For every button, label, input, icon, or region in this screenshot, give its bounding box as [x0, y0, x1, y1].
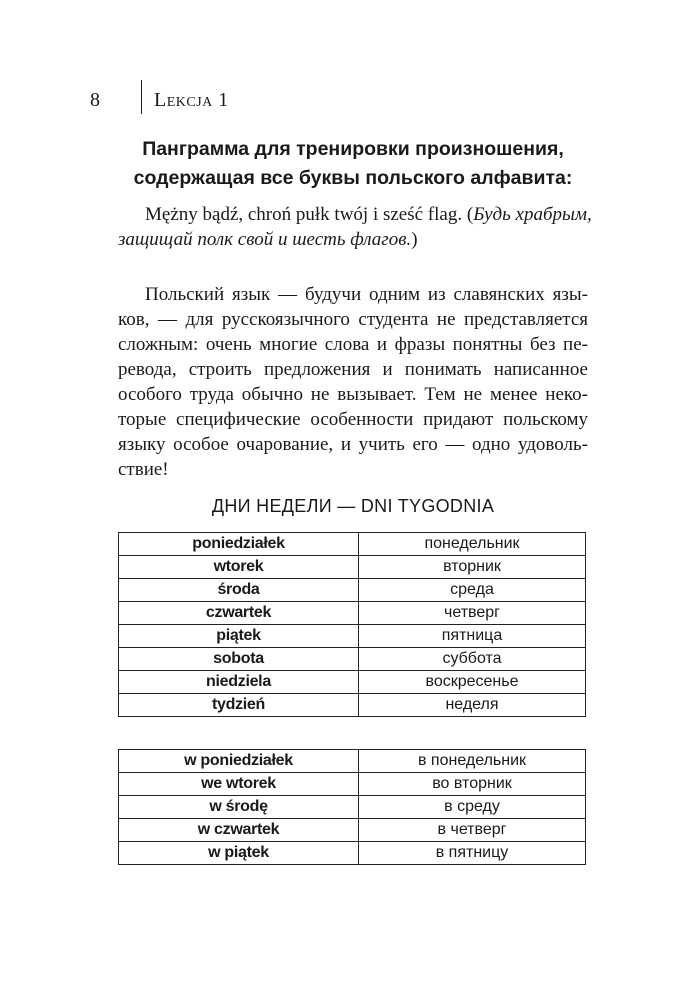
polish-cell: w czwartek	[119, 819, 359, 842]
russian-cell: пятница	[359, 625, 586, 648]
intro-line: ствие!	[118, 459, 169, 480]
polish-cell: czwartek	[119, 602, 359, 625]
polish-cell: we wtorek	[119, 773, 359, 796]
pangram-translation-part-2: защищай полк свой и шесть флагов.	[118, 229, 412, 250]
pangram-line-2	[118, 227, 588, 252]
table-row	[119, 671, 586, 694]
intro-line: языку особое очарование, и учить его — одно удоволь-	[118, 434, 588, 455]
table-row	[119, 556, 586, 579]
table-row	[119, 579, 586, 602]
russian-cell: неделя	[359, 694, 586, 717]
intro-line: ков, — для русскоязычного студента не представляется	[118, 309, 588, 330]
intro-paragraph	[118, 282, 588, 482]
table-row	[119, 819, 586, 842]
russian-cell: четверг	[359, 602, 586, 625]
pangram-polish: Mężny bądź, chroń pułk twój i sześć flag. (	[145, 204, 474, 225]
polish-cell: piątek	[119, 625, 359, 648]
table-row	[119, 694, 586, 717]
polish-cell: niedziela	[119, 671, 359, 694]
table-row	[119, 602, 586, 625]
days-table-title: ДНИ НЕДЕЛИ — DNI TYGODNIA	[211, 496, 495, 516]
intro-line: торые специфические особенности придают польскому	[118, 409, 588, 430]
polish-cell: sobota	[119, 648, 359, 671]
pangram-closing: )	[411, 229, 418, 250]
pangram-line-1	[118, 202, 592, 227]
russian-cell: в пятницу	[359, 842, 586, 865]
intro-line: Польский язык — будучи одним из славянских язы-	[145, 284, 588, 305]
table-row	[119, 773, 586, 796]
polish-cell: w środę	[119, 796, 359, 819]
intro-line: ревода, строить предложения и понимать написанное	[118, 359, 588, 380]
russian-cell: вторник	[359, 556, 586, 579]
header-divider	[141, 80, 142, 114]
table-row	[119, 750, 586, 773]
russian-cell: во вторник	[359, 773, 586, 796]
table-row	[119, 648, 586, 671]
polish-cell: w poniedziałek	[119, 750, 359, 773]
russian-cell: воскресенье	[359, 671, 586, 694]
intro-line: сложным: очень многие слова и фразы понятны без пе-	[118, 334, 588, 355]
russian-cell: понедельник	[359, 533, 586, 556]
russian-cell: в понедельник	[359, 750, 586, 773]
pangram-translation-part-1: Будь храбрым,	[473, 204, 592, 225]
russian-cell: среда	[359, 579, 586, 602]
intro-line: особого труда обычно не вызывает. Тем не менее неко-	[118, 384, 588, 405]
pangram-paragraph	[118, 202, 592, 252]
polish-cell: środa	[119, 579, 359, 602]
russian-cell: суббота	[359, 648, 586, 671]
polish-cell: w piątek	[119, 842, 359, 865]
days-with-preposition-table	[118, 749, 586, 865]
section-heading	[118, 135, 588, 193]
table-row	[119, 796, 586, 819]
table-row	[119, 533, 586, 556]
russian-cell: в четверг	[359, 819, 586, 842]
page-number: 8	[90, 89, 100, 111]
days-of-week-table	[118, 532, 586, 717]
heading-line-2: содержащая все буквы польского алфавита:	[133, 167, 573, 189]
running-head: Lekcja 1	[154, 89, 229, 111]
polish-cell: tydzień	[119, 694, 359, 717]
table-row	[119, 625, 586, 648]
heading-line-1: Панграмма для тренировки произношения,	[142, 138, 564, 160]
polish-cell: poniedziałek	[119, 533, 359, 556]
polish-cell: wtorek	[119, 556, 359, 579]
table-row	[119, 842, 586, 865]
russian-cell: в среду	[359, 796, 586, 819]
page-header	[0, 80, 684, 114]
